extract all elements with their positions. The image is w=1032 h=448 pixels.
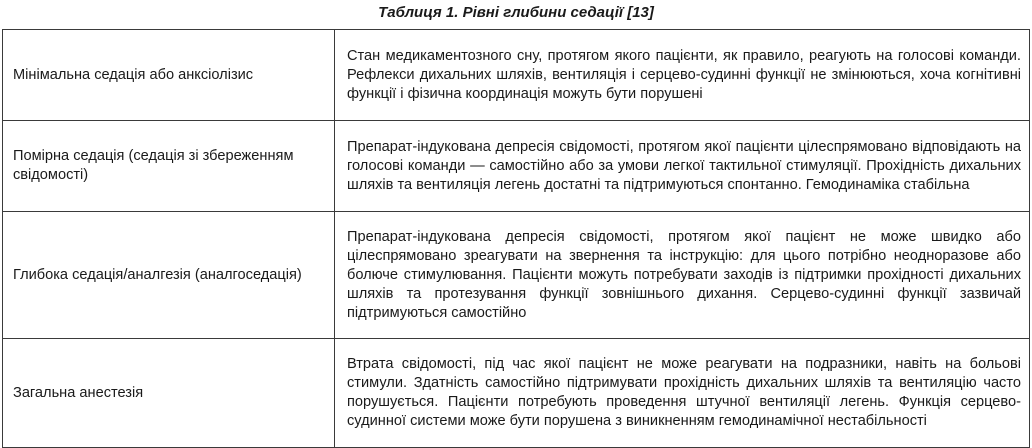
sedation-description-cell: Препарат-індукована депресія свідомості, протягом якої пацієнти цілеспрямовано відповідають на голосові команди — самостійно або за умови легкої тактильної стимуляції. Прохідність дихальних шляхів та вентиляція легень достатні та підтримуються спонтанно. Гемодинаміка стабільна (335, 121, 1030, 212)
sedation-level-cell: Мінімальна седація або анксіолізис (3, 30, 335, 121)
table-row (3, 30, 1030, 121)
sedation-description-cell: Препарат-індукована депресія свідомості, протягом якої пацієнт не може швидко або цілеспрямовано зреагувати на звернення та інструкцію: для цього потрібно неодноразове або болюче стимулювання. Пацієнти можуть потребувати заходів із підтримки прохідності дихальних шляхів та протезування функції зовнішнього дихання. Серцево-судинні функції зазвичай підтримуються самостійно (335, 212, 1030, 339)
table-row (3, 339, 1030, 448)
sedation-level-cell: Помірна седація (седація зі збереженням свідомості) (3, 121, 335, 212)
sedation-description-cell: Стан медикаментозного сну, протягом якого пацієнти, як правило, реагують на голосові команди. Рефлекси дихальних шляхів, вентиляція і серцево-судинні функції не змінюються, хоча когнітивні функції і фізична координація можуть бути порушені (335, 30, 1030, 121)
sedation-level-cell: Глибока седація/аналгезія (аналгоседація) (3, 212, 335, 339)
sedation-description-cell: Втрата свідомості, під час якої пацієнт не може реагувати на подразники, навіть на больові стимули. Здатність самостійно підтримувати прохідність дихальних шляхів та вентиляцію часто порушується. Пацієнти потребують проведення штучної вентиляції легень. Функція серцево-судинної системи може бути порушена з виникненням гемодинамічної нестабільності (335, 339, 1030, 448)
table-row (3, 121, 1030, 212)
sedation-levels-table (2, 29, 1030, 448)
table-caption: Таблиця 1. Рівні глибини седації [13] (378, 4, 654, 21)
sedation-level-cell: Загальна анестезія (3, 339, 335, 448)
table-row (3, 212, 1030, 339)
